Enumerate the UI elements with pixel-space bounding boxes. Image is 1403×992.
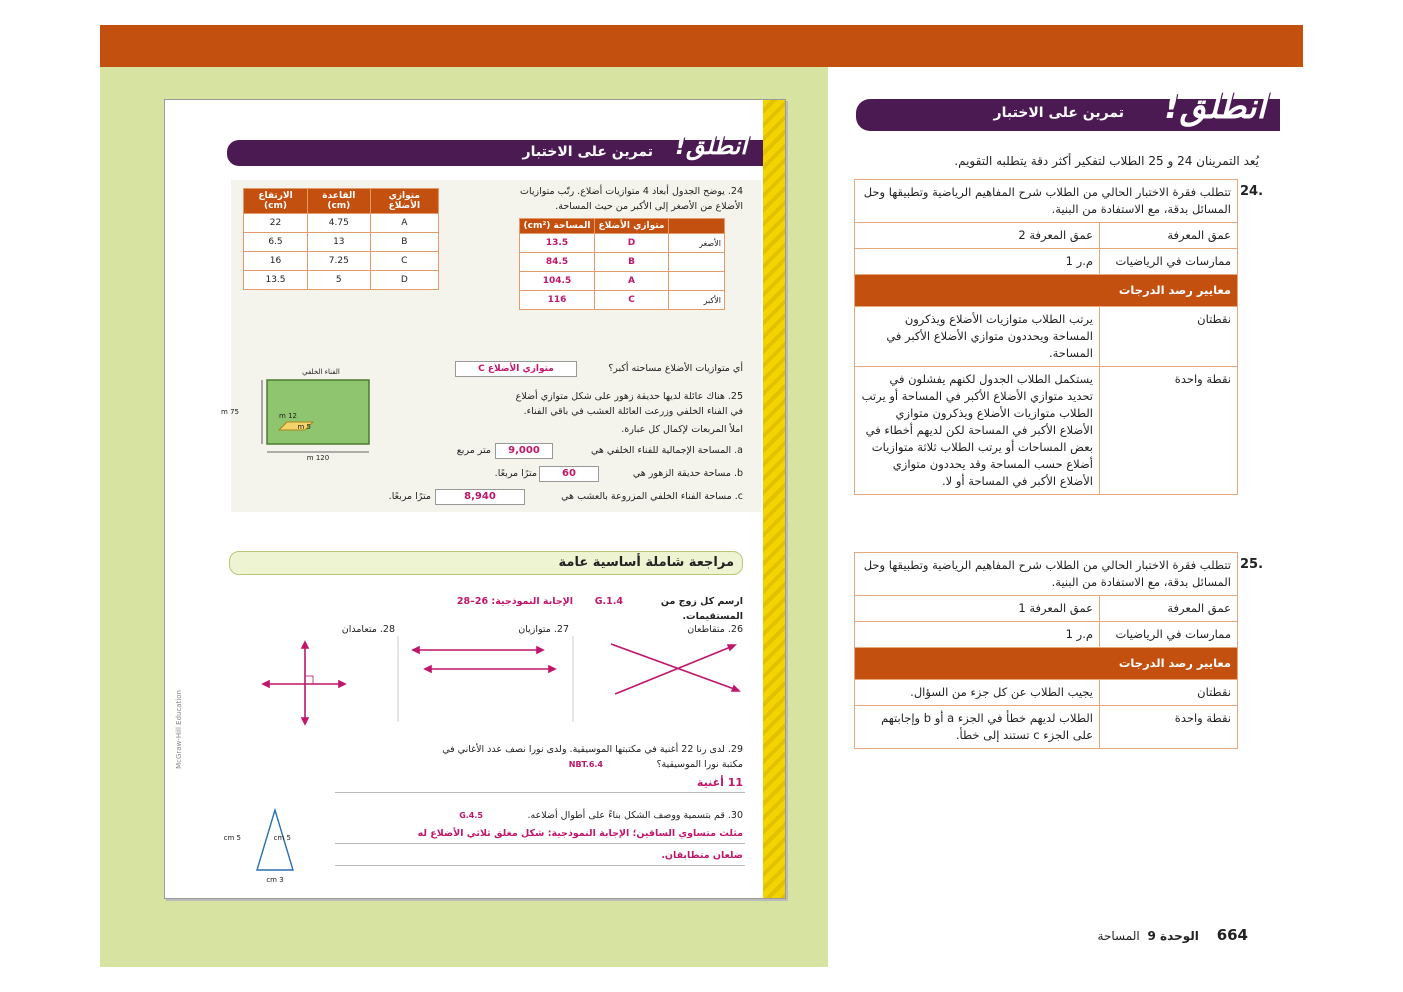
q25c-text: c. مساحة الفناء الخلفي المزروعة بالعشب هي — [561, 491, 743, 502]
t1-cell: 4.75 — [308, 214, 371, 233]
item-number-24: .24 — [1240, 184, 1264, 199]
score-label: نقطتان — [1100, 307, 1238, 367]
t1-cell: 6.5 — [244, 233, 308, 252]
q25a-text: a. المساحة الإجمالية للفناء الخلفي هي — [590, 445, 743, 456]
fig-p2: 5 m — [297, 423, 311, 431]
score-label: نقطة واحدة — [1100, 706, 1238, 749]
dok-label: عمق المعرفة — [1100, 596, 1238, 622]
parallel-lines — [413, 647, 555, 672]
intro-text: يُعد التمرينان 24 و 25 الطلاب لتفكير أكثر دقة يتطلبه التقويم. — [954, 154, 1259, 168]
table-row — [855, 553, 1238, 596]
q25b-text: b. مساحة حديقة الزهور هي — [632, 468, 743, 479]
table-row — [855, 596, 1238, 622]
table-row — [520, 253, 725, 272]
t1-cell: 5 — [308, 271, 371, 290]
table-row — [855, 307, 1238, 367]
t2-answer: 116 — [520, 291, 595, 310]
t1-header: الارتفاع (cm) — [244, 189, 308, 214]
table-row — [520, 234, 725, 253]
fig-base: 120 m — [306, 454, 330, 462]
q30-code: 5.G.4 — [459, 811, 483, 820]
intersecting-lines — [611, 644, 739, 694]
item-number-25: .25 — [1240, 557, 1264, 572]
tri-base-label: 3 cm — [266, 876, 284, 884]
fig-title: الفناء الخلفي — [302, 368, 340, 376]
t1-cell: 22 — [244, 214, 308, 233]
q30-answer-1: مثلث متساوي الساقين؛ الإجابة النموذجية: شكل مغلق ثلاثي الأضلاع له — [417, 828, 743, 839]
unit-topic: المساحة — [1097, 929, 1140, 943]
t2-answer: A — [595, 272, 669, 291]
draw-instructions: ارسم كل زوج من المستقيمات. — [660, 596, 743, 622]
t2-answer: 104.5 — [520, 272, 595, 291]
q25a-unit: متر مربع — [456, 445, 491, 456]
q26-label: 26. متقاطعان — [687, 624, 743, 635]
rubric-header: معايير رصد الدرجات — [855, 648, 1238, 680]
q27-label: 27. متوازيان — [518, 624, 569, 635]
line-drawings — [255, 636, 755, 728]
table-row — [855, 180, 1238, 223]
t1-cell: 7.25 — [308, 252, 371, 271]
page-number: 664 — [1216, 926, 1248, 944]
page-footer — [1098, 926, 1248, 944]
t2-answer: B — [595, 253, 669, 272]
t2-header — [669, 219, 725, 234]
review-title: مراجعة شاملة أساسية عامة — [558, 555, 734, 570]
t2-cell — [669, 272, 725, 291]
t1-cell: B — [370, 233, 438, 252]
draw-code: G.1.4 — [594, 596, 623, 607]
q25-text-1: 25. هناك عائلة لديها حديقة زهور على شكل متوازي أضلاع — [515, 391, 743, 402]
t1-header: القاعدة (cm) — [308, 189, 371, 214]
tri-left-label: 5 cm — [223, 834, 241, 842]
t2-answer: 84.5 — [520, 253, 595, 272]
score-criteria: يستكمل الطلاب الجدول لكنهم يفشلون في تحديد متوازي الأضلاع الأكبر في المساحة أو يرتب الطلاب متوازيات الأضلاع ويذكرون متوازي الأضلاع الأكبر في المساحة لكن لديهم أخطاء في بعض المساحات أو يرتب الطلاب ثلاثة متوازيات أضلاع حسب المساحة وقد يحددون متوازي الأضلاع الأكبر في المساحة أو لا. — [855, 367, 1100, 495]
t2-cell — [669, 253, 725, 272]
table-row — [520, 291, 725, 310]
review-header — [229, 551, 743, 575]
q30-answer-2: ضلعان متطابقان. — [661, 850, 743, 861]
q24b-answer: متوازي الأضلاع C — [455, 361, 577, 377]
dok-value: عمق المعرفة 2 — [855, 223, 1100, 249]
t2-header: متوازي الأضلاع — [595, 219, 669, 234]
t1-cell: 13 — [308, 233, 371, 252]
table-row — [244, 252, 439, 271]
publisher-credit: McGraw-Hill Education — [175, 690, 183, 769]
t2-answer: C — [595, 291, 669, 310]
score-criteria: يجيب الطلاب عن كل جزء من السؤال. — [855, 680, 1100, 706]
answer-line — [335, 865, 745, 866]
answer-line — [335, 843, 745, 844]
t1-cell: 13.5 — [244, 271, 308, 290]
t1-cell: D — [370, 271, 438, 290]
t1-cell: 16 — [244, 252, 308, 271]
mini-go-logo: انطلق! — [675, 132, 747, 160]
t2-cell: الأكبر — [669, 291, 725, 310]
q30-text: 30. قم بتسمية ووصف الشكل بناءً على أطوال أضلاعه. — [527, 810, 743, 821]
q29-text-1: 29. لدى رنا 22 أغنية في مكتبتها الموسيقية. ولدى نورا نصف عدد الأغاني في — [442, 744, 743, 755]
dok-value: عمق المعرفة 1 — [855, 596, 1100, 622]
unit-label: الوحدة 9 — [1147, 929, 1199, 943]
top-banner — [100, 25, 1303, 67]
math-practice-value: م.ر 1 — [855, 249, 1100, 275]
backyard-figure — [221, 362, 385, 462]
table-row — [855, 680, 1238, 706]
student-page-thumbnail — [164, 99, 786, 899]
math-practice-label: ممارسات في الرياضيات — [1100, 622, 1238, 648]
t1-cell: C — [370, 252, 438, 271]
isosceles-triangle-figure — [223, 806, 315, 886]
q24b-text: أي متوازيات الأضلاع مساحته أكبر؟ — [608, 363, 743, 374]
t1-cell: A — [370, 214, 438, 233]
fig-p1: 12 m — [279, 412, 297, 420]
q29-text-2: مكتبة نورا الموسيقية؟ — [656, 759, 743, 770]
table-row — [520, 272, 725, 291]
rubric-header-row — [855, 275, 1238, 307]
rubric-table-24 — [854, 179, 1238, 495]
rubric-header: معايير رصد الدرجات — [855, 275, 1238, 307]
score-label: نقطة واحدة — [1100, 367, 1238, 495]
draw-answer: الإجابة النموذجية: 26–28 — [456, 596, 573, 607]
q29-answer: 11 أغنية — [696, 776, 743, 789]
t2-answer: 13.5 — [520, 234, 595, 253]
table-row — [855, 706, 1238, 749]
mini-header-bar — [227, 132, 763, 166]
perpendicular-lines — [263, 642, 345, 724]
score-criteria: الطلاب لديهم خطأ في الجزء a أو b وإجابتهم على الجزء c تستند إلى خطأ. — [855, 706, 1100, 749]
dimensions-table — [243, 188, 439, 290]
math-practice-value: م.ر 1 — [855, 622, 1100, 648]
q25c-answer: 8,940 — [435, 489, 525, 505]
item-description: تتطلب فقرة الاختبار الحالي من الطلاب شرح المفاهيم الرياضية وتطبيقها وحل المسائل بدقة، مع الاستفادة من البنية. — [855, 180, 1238, 223]
table-row — [244, 233, 439, 252]
q28-label: 28. متعامدان — [341, 624, 395, 635]
mini-header-title: تمرين على الاختبار — [522, 144, 653, 160]
table-row — [244, 271, 439, 290]
ordering-table — [519, 218, 725, 310]
math-practice-label: ممارسات في الرياضيات — [1100, 249, 1238, 275]
q29-code: NBT.6.4 — [568, 760, 603, 769]
table-row — [855, 223, 1238, 249]
table-row — [855, 367, 1238, 495]
q25b-answer: 60 — [539, 466, 599, 482]
yellow-edge-stripe — [763, 100, 785, 898]
teacher-header-bar — [856, 87, 1280, 131]
q25-text-2: في الفناء الخلفي وزرعت العائلة العشب في باقي الفناء. — [523, 406, 743, 417]
rubric-table-25 — [854, 552, 1238, 749]
q25b-unit: مترًا مربعًا. — [494, 468, 537, 479]
table-row — [855, 622, 1238, 648]
dok-label: عمق المعرفة — [1100, 223, 1238, 249]
score-criteria: يرتب الطلاب متوازيات الأضلاع ويذكرون المساحة ويحددون متوازي الأضلاع الأكبر في المساحة. — [855, 307, 1100, 367]
t2-answer: D — [595, 234, 669, 253]
rubric-header-row — [855, 648, 1238, 680]
go-logo: انطلق! — [1164, 87, 1266, 127]
t1-header: متوازي الأضلاع — [370, 189, 438, 214]
q25a-answer: 9,000 — [495, 443, 553, 459]
teacher-header-title: تمرين على الاختبار — [993, 105, 1124, 121]
t2-header: المساحة (cm²) — [520, 219, 595, 234]
item-description: تتطلب فقرة الاختبار الحالي من الطلاب شرح المفاهيم الرياضية وتطبيقها وحل المسائل بدقة، مع الاستفادة من البنية. — [855, 553, 1238, 596]
q24-text: 24. يوضح الجدول أبعاد 4 متوازيات أضلاع. رتّب متوازيات الأضلاع من الأصغر إلى الأكبر من حيث المساحة. — [520, 186, 743, 212]
fig-height: 75 m — [221, 408, 239, 416]
q25c-unit: مترًا مربعًا. — [388, 491, 431, 502]
q25-text-3: املأ المربعات لإكمال كل عبارة. — [621, 424, 743, 435]
table-row — [244, 214, 439, 233]
answer-line — [335, 792, 745, 793]
t2-cell: الأصغر — [669, 234, 725, 253]
table-row — [855, 249, 1238, 275]
score-label: نقطتان — [1100, 680, 1238, 706]
tri-right-label: 5 cm — [273, 834, 291, 842]
